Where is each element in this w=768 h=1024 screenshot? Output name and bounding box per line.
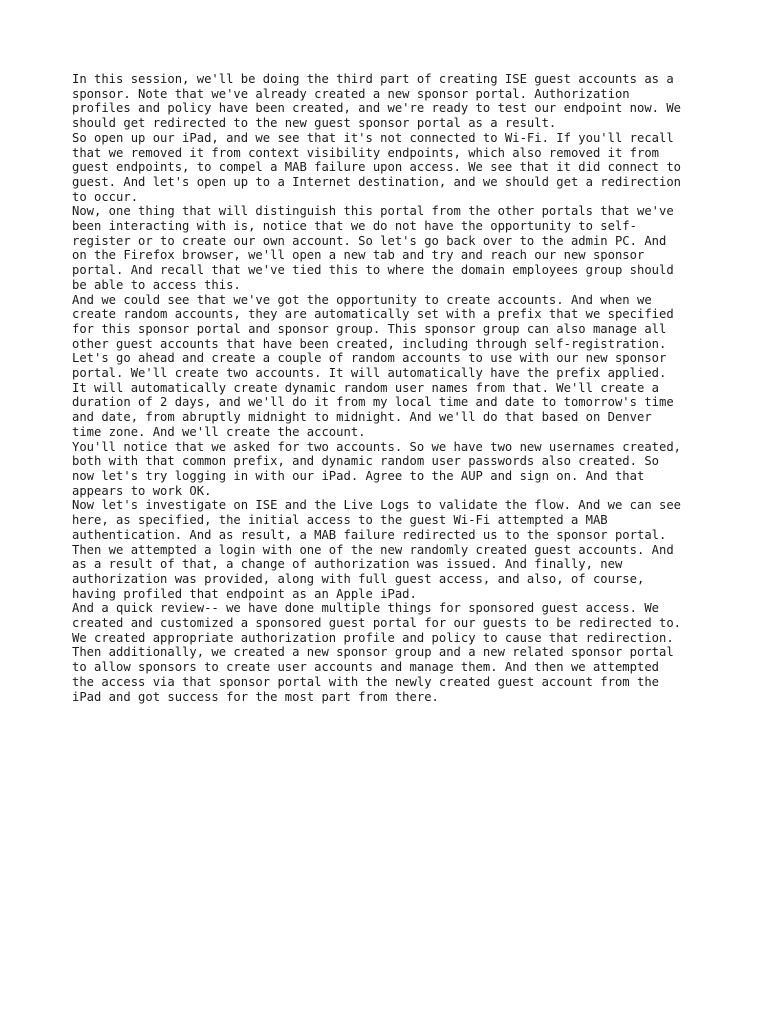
paragraph-1: In this session, we'll be doing the third part of creating ISE guest accounts as a sponsor. Note that we've already created a new sponsor portal. Authorization profiles and policy have been created, and we're ready to test our endpoint now. We should get redirected to the new guest sponsor portal as a result. bbox=[72, 72, 682, 131]
document-page bbox=[72, 72, 702, 704]
paragraph-5: You'll notice that we asked for two accounts. So we have two new usernames created, both with that common prefix, and dynamic random user passwords also created. So now let's try logging in with our iPad. Agree to the AUP and sign on. And that appears to work OK. bbox=[72, 439, 682, 498]
paragraph-2: So open up our iPad, and we see that it's not connected to Wi-Fi. If you'll recall that we removed it from context visibility endpoints, which also removed it from guest endpoints, to compel a MAB failure upon access. We see that it did connect to guest. And let's open up to a Internet destination, and we should get a redirection to occur. bbox=[72, 130, 682, 204]
paragraph-6: Now let's investigate on ISE and the Live Logs to validate the flow. And we can see here, as specified, the initial access to the guest Wi-Fi attempted a MAB authentication. And as result, a MAB failure redirected us to the sponsor portal. Then we attempted a login with one of the new randomly created guest accounts. And as a result of that, a change of authorization was issued. And finally, new authorization was provided, along with full guest access, and also, of course, having profiled that endpoint as an Apple iPad. bbox=[72, 498, 682, 601]
paragraph-7: And a quick review-- we have done multiple things for sponsored guest access. We created and customized a sponsored guest portal for our guests to be redirected to. We created appropriate authorization profile and policy to cause that redirection. Then additionally, we created a new sponsor group and a new related sponsor portal to allow sponsors to create user accounts and manage them. And then we attempted the access via that sponsor portal with the newly created guest account from the iPad and got success for the most part from there. bbox=[72, 601, 682, 704]
paragraph-3: Now, one thing that will distinguish this portal from the other portals that we've been interacting with is, notice that we do not have the opportunity to self- register or to create our own account. So let's go back over to the admin PC. And on the Firefox browser, we'll open a new tab and try and reach our new sponsor portal. And recall that we've tied this to where the domain employees group should be able to access this. bbox=[72, 204, 674, 292]
paragraph-4: And we could see that we've got the opportunity to create accounts. And when we create random accounts, they are automatically set with a prefix that we specified for this sponsor portal and sponsor group. This sponsor group can also manage all other guest accounts that have been created, including through self-registration. Let's go ahead and create a couple of random accounts to use with our new sponsor portal. We'll create two accounts. It will automatically have the prefix applied. It will automatically create dynamic random user names from that. We'll create a duration of 2 days, and we'll do it from my local time and date to tomorrow's time and date, from abruptly midnight to midnight. And we'll do that based on Denver time zone. And we'll create the account. bbox=[72, 292, 674, 439]
